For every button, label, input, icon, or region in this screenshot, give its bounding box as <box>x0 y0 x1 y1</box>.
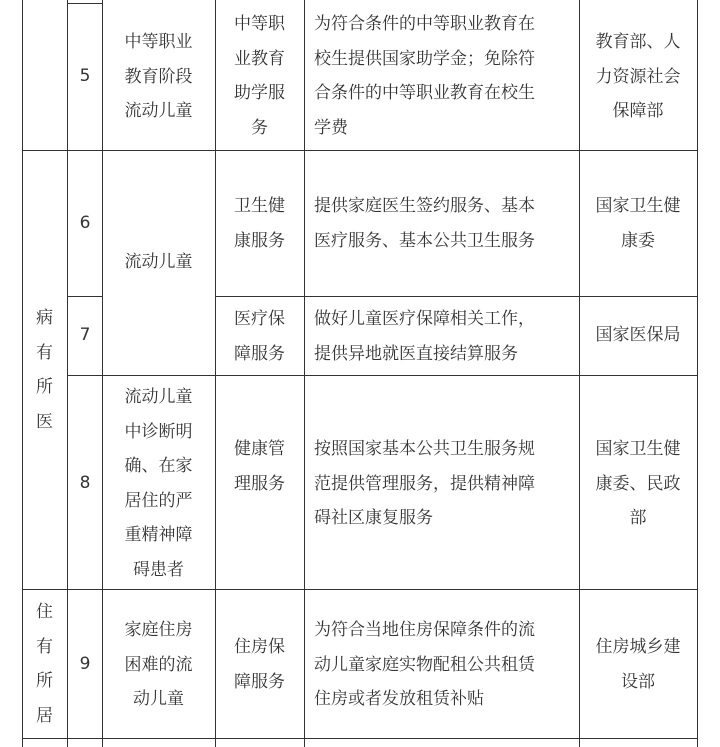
text-line: 确、在家 <box>124 456 193 476</box>
text-line: 做好儿童医疗保障相关工作， <box>314 309 535 329</box>
text-line: 有 <box>36 342 53 363</box>
text-line: 国家卫生健 <box>595 439 681 459</box>
text-line: 住房城乡建 <box>595 637 681 657</box>
service-content <box>314 613 576 717</box>
text-line: 住 <box>36 602 53 622</box>
category-housing <box>22 595 67 733</box>
target-group <box>102 25 215 129</box>
text-line: 居 <box>36 705 53 726</box>
service-type <box>215 7 304 145</box>
row-border <box>22 150 698 151</box>
service-type <box>215 302 304 371</box>
service-type <box>215 630 304 699</box>
text-line: 教育部、人 <box>595 32 681 52</box>
text-line: 流动儿童 <box>124 101 193 121</box>
col-border <box>697 0 698 747</box>
text-line: 按照国家基本公共卫生服务规 <box>314 439 535 459</box>
service-type <box>215 189 304 258</box>
row-number: 5 <box>79 66 91 86</box>
responsible-dept <box>579 25 697 129</box>
text-line: 所 <box>36 671 53 691</box>
row-border <box>22 589 698 590</box>
text-line: 流动儿童 <box>124 387 193 407</box>
text-line: 助学服 <box>234 83 285 103</box>
col-border <box>304 0 305 747</box>
service-content <box>314 432 576 536</box>
row-number: 9 <box>79 654 91 674</box>
service-content <box>314 189 576 258</box>
responsible-dept: 国家医保局 <box>595 325 681 345</box>
text-line: 康委、民政 <box>595 473 681 494</box>
text-line: 动儿童 <box>133 689 184 709</box>
text-line: 合条件的中等职业教育在校生 <box>314 83 535 103</box>
responsible-dept <box>579 432 697 536</box>
text-line: 所 <box>36 377 53 397</box>
row-border <box>67 296 103 297</box>
text-line: 康委 <box>621 230 655 251</box>
text-line: 保障部 <box>612 101 664 121</box>
text-line: 提供家庭医生签约服务、基本 <box>314 196 535 216</box>
text-line: 中等职 <box>234 14 285 34</box>
col-border <box>67 0 68 747</box>
target-group <box>102 613 215 717</box>
row-number: 7 <box>79 325 91 345</box>
target-group: 流动儿童 <box>124 252 193 272</box>
text-line: 病 <box>36 308 53 328</box>
text-line: 重精神障 <box>124 525 193 545</box>
row-number: 8 <box>79 473 91 493</box>
text-line: 医疗保 <box>234 309 285 329</box>
text-line: 部 <box>629 508 647 528</box>
text-line: 有 <box>36 636 53 657</box>
text-line: 住房保 <box>234 637 285 657</box>
text-line: 动儿童家庭实物配租公共租赁 <box>314 654 535 675</box>
text-line: 为符合条件的中等职业教育在 <box>314 14 535 34</box>
target-group <box>102 380 215 587</box>
service-content <box>314 7 576 145</box>
text-line: 理服务 <box>234 473 285 494</box>
row-border <box>67 3 103 4</box>
text-line: 康服务 <box>234 230 285 251</box>
text-line: 碍患者 <box>133 559 184 580</box>
row-number: 6 <box>79 213 91 233</box>
text-line: 中诊断明 <box>124 421 193 442</box>
text-line: 障服务 <box>234 671 285 692</box>
text-line: 教育阶段 <box>124 66 193 87</box>
text-line: 困难的流 <box>124 654 193 675</box>
text-line: 务 <box>251 117 268 138</box>
text-line: 国家卫生健 <box>595 196 681 216</box>
text-line: 设部 <box>621 671 655 692</box>
text-line: 校生提供国家助学金；免除符 <box>314 48 535 69</box>
text-line: 医疗服务、基本公共卫生服务 <box>314 230 535 251</box>
row-border <box>215 296 698 297</box>
text-line: 居住的严 <box>124 490 193 511</box>
responsible-dept <box>579 189 697 258</box>
text-line: 医 <box>36 411 53 432</box>
category-medical <box>22 301 67 439</box>
text-line: 业教育 <box>234 48 285 69</box>
service-content <box>314 302 576 371</box>
service-type <box>215 432 304 501</box>
row-border <box>67 375 698 376</box>
row-border <box>22 738 698 739</box>
text-line: 家庭住房 <box>124 620 193 640</box>
responsible-dept <box>579 630 697 699</box>
text-line: 健康管 <box>234 439 285 459</box>
text-line: 卫生健 <box>234 196 285 216</box>
text-line: 中等职业 <box>124 32 193 52</box>
text-line: 力资源社会 <box>595 66 681 87</box>
text-line: 住房或者发放租赁补贴 <box>314 689 484 709</box>
text-line: 学费 <box>314 117 348 138</box>
text-line: 障服务 <box>234 343 285 364</box>
text-line: 提供异地就医直接结算服务 <box>314 343 518 364</box>
text-line: 为符合当地住房保障条件的流 <box>314 620 535 640</box>
text-line: 范提供管理服务，提供精神障 <box>314 473 535 494</box>
text-line: 碍社区康复服务 <box>314 508 433 528</box>
